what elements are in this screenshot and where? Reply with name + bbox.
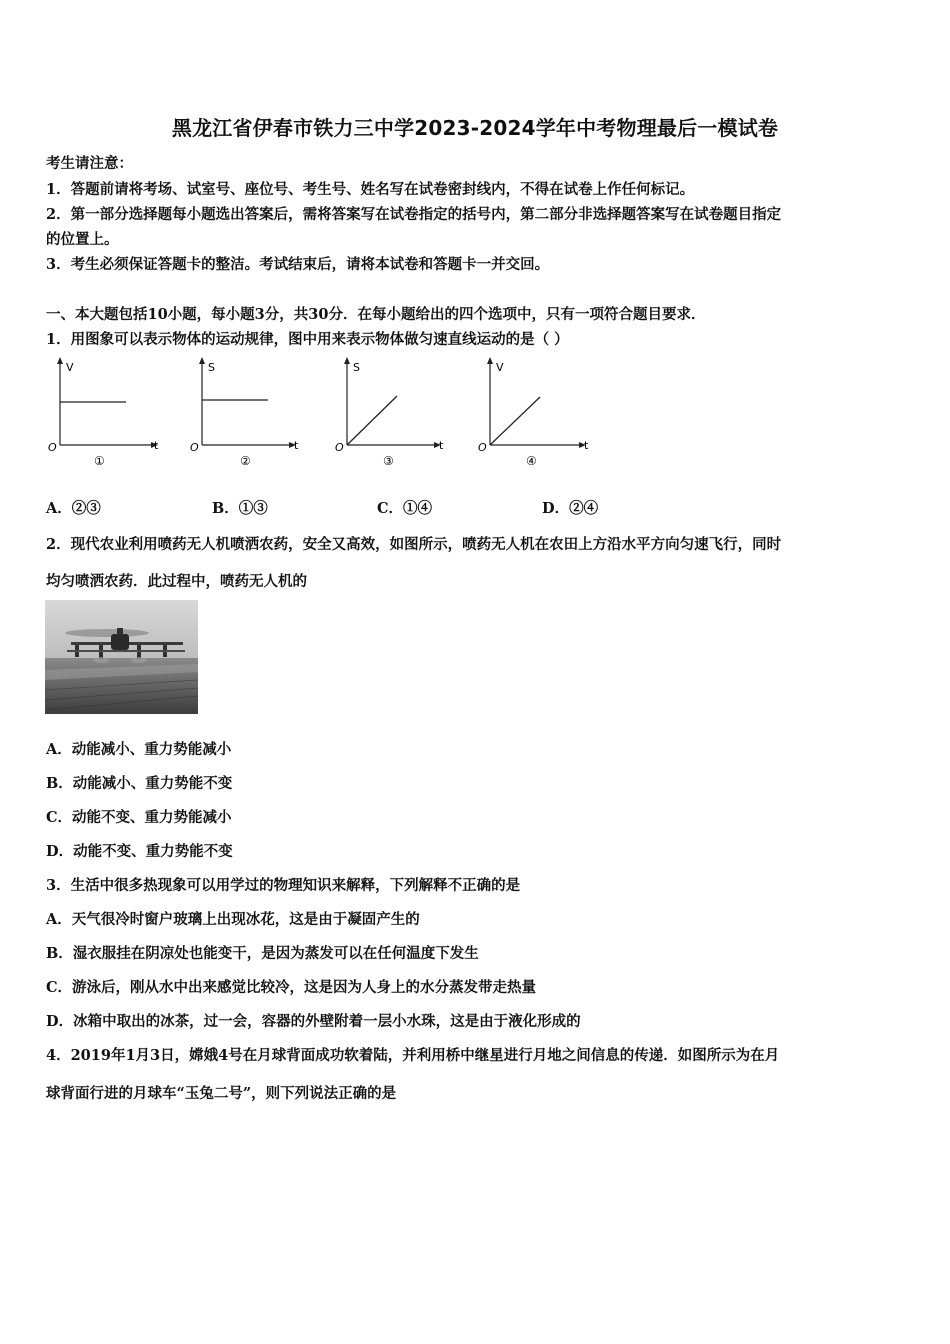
q1-option-b: B．①③ [212, 500, 268, 517]
notice-item-3: 3．考生必须保证答题卡的整洁。考试结束后，请将本试卷和答题卡一并交回。 [46, 256, 550, 273]
graph-3-caption: ③ [383, 454, 394, 468]
graph-4-line [490, 397, 540, 445]
q3-option-c: C．游泳后，刚从水中出来感觉比较冷，这是因为人身上的水分蒸发带走热量 [46, 979, 537, 996]
graph-3-line [347, 396, 397, 445]
q2-option-d: D．动能不变、重力势能不变 [46, 843, 233, 860]
section-heading: 一、本大题包括10小题，每小题3分，共30分．在每小题给出的四个选项中，只有一项符合题目要求． [46, 306, 706, 323]
q4-stem-line2: 球背面行进的月球车“玉兔二号”，则下列说法正确的是 [46, 1085, 397, 1102]
q3-stem: 3．生活中很多热现象可以用学过的物理知识来解释，下列解释不正确的是 [46, 877, 521, 894]
drone-photo [45, 600, 198, 714]
q1-graph-1 [46, 355, 171, 475]
q2-option-b: B．动能减小、重力势能不变 [46, 775, 233, 792]
notice-item-1: 1．答题前请将考场、试室号、座位号、考生号、姓名写在试卷密封线内，不得在试卷上作任何标记。 [46, 181, 695, 198]
exam-title: 黑龙江省伊春市铁力三中学2023-2024学年中考物理最后一模试卷 [171, 116, 779, 140]
q2-option-a: A．动能减小、重力势能减小 [46, 741, 232, 758]
q4-stem-line1: 4．2019年1月3日，嫦娥4号在月球背面成功软着陆，并利用桥中继星进行月地之间信息的传递．如图所示为在月 [46, 1047, 780, 1064]
q1-stem: 1．用图象可以表示物体的运动规律，图中用来表示物体做匀速直线运动的是（ ） [46, 331, 569, 348]
graph-1-xlabel: t [154, 439, 159, 452]
graph-4-xlabel: t [584, 439, 589, 452]
graph-2-origin: O [190, 441, 199, 454]
q2-option-c: C．动能不变、重力势能减小 [46, 809, 232, 826]
graph-2-caption: ② [240, 454, 251, 468]
q3-option-a: A．天气很冷时窗户玻璃上出现冰花，这是由于凝固产生的 [46, 911, 420, 928]
graph-2-xlabel: t [294, 439, 299, 452]
graph-4-origin: O [478, 441, 487, 454]
notice-heading: 考生请注意： [46, 155, 133, 172]
q1-graph-3 [333, 355, 458, 475]
q3-option-d: D．冰箱中取出的冰茶，过一会，容器的外壁附着一层小水珠，这是由于液化形成的 [46, 1013, 581, 1030]
notice-item-2: 2．第一部分选择题每小题选出答案后，需将答案写在试卷指定的括号内，第二部分非选择题答案写在试卷题目指定 [46, 206, 782, 223]
q1-graph-4 [476, 355, 601, 475]
notice-item-2-cont: 的位置上。 [46, 231, 119, 248]
graph-3-xlabel: t [439, 439, 444, 452]
graph-2-ylabel: S [208, 361, 215, 374]
graph-3-origin: O [335, 441, 344, 454]
graph-4-ylabel: V [496, 361, 504, 374]
graph-1-caption: ① [94, 454, 105, 468]
q2-stem-line2: 均匀喷洒农药．此过程中，喷药无人机的 [46, 573, 307, 590]
q1-graph-2 [188, 355, 313, 475]
graph-1-origin: O [48, 441, 57, 454]
graph-1-ylabel: V [66, 361, 74, 374]
graph-3-ylabel: S [353, 361, 360, 374]
graph-4-caption: ④ [526, 454, 537, 468]
q1-option-d: D．②④ [542, 500, 599, 517]
q1-option-a: A．②③ [46, 500, 101, 517]
q1-option-c: C．①④ [377, 500, 433, 517]
q2-stem-line1: 2．现代农业利用喷药无人机喷洒农药，安全又高效，如图所示，喷药无人机在农田上方沿水平方向匀速飞行，同时 [46, 536, 782, 553]
q3-option-b: B．湿衣服挂在阴凉处也能变干，是因为蒸发可以在任何温度下发生 [46, 945, 479, 962]
